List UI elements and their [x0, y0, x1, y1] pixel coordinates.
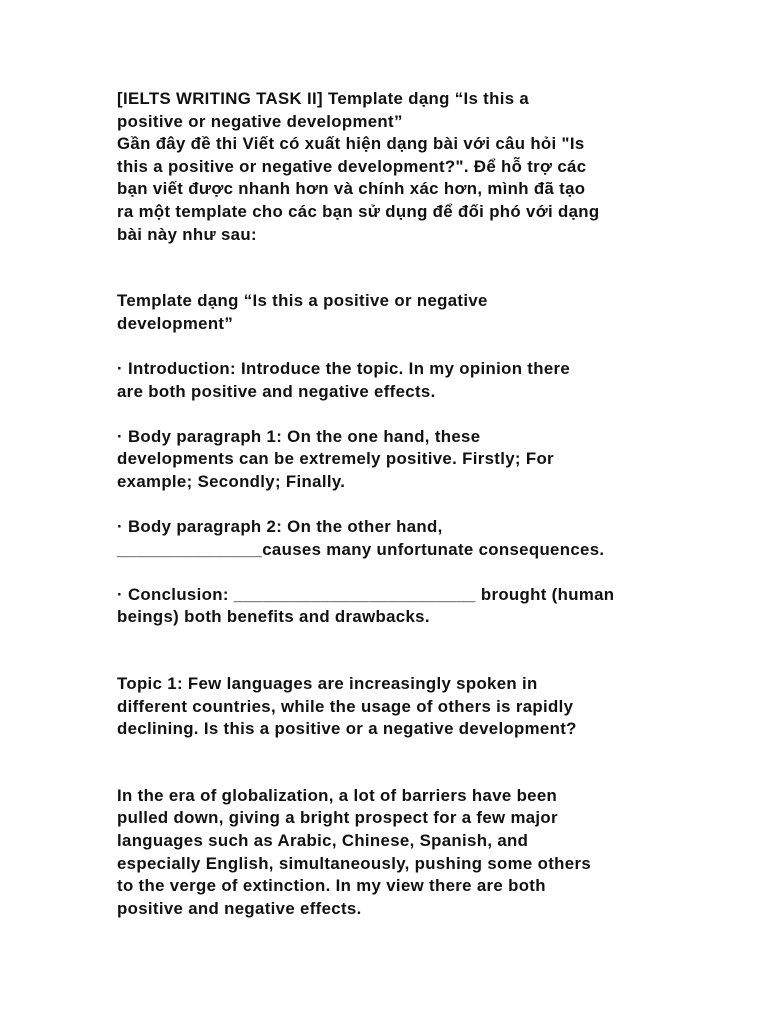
- topic-line: Topic 1: Few languages are increasingly spoken in: [117, 674, 538, 694]
- header-line: ra một template cho các bạn sử dụng để đối phó với dạng: [117, 201, 600, 221]
- header-line: [IELTS WRITING TASK II] Template dạng “Is this a: [117, 89, 530, 108]
- essay-line: especially English, simultaneously, pushing some others: [117, 853, 592, 873]
- essay-paragraph: [117, 785, 717, 921]
- introduction-line: are both positive and negative effects.: [117, 381, 436, 401]
- body1-line: · Body paragraph 1: On the one hand, these: [117, 426, 481, 446]
- intro-header: [117, 88, 717, 246]
- essay-line: to the verge of extinction. In my view there are both: [117, 876, 546, 896]
- header-line: bạn viết được nhanh hơn và chính xác hơn, mình đã tạo: [117, 179, 586, 199]
- essay-line: positive and negative effects.: [117, 898, 362, 918]
- conclusion-line: · Conclusion: _________________________ brought (human: [117, 584, 615, 604]
- conclusion-line: beings) both benefits and drawbacks.: [117, 607, 430, 627]
- body1-line: example; Secondly; Finally.: [117, 471, 346, 491]
- body-paragraph-1-item: [117, 426, 717, 494]
- essay-line: languages such as Arabic, Chinese, Spanish, and: [117, 831, 529, 851]
- body1-line: developments can be extremely positive. Firstly; For: [117, 449, 554, 469]
- template-title-line: Template dạng “Is this a positive or negative: [117, 291, 488, 311]
- essay-line: pulled down, giving a bright prospect for a few major: [117, 808, 558, 828]
- document-page: [117, 88, 717, 920]
- topic-line: different countries, while the usage of others is rapidly: [117, 696, 574, 716]
- body2-line: _______________causes many unfortunate consequences.: [117, 539, 605, 559]
- conclusion-item: [117, 584, 717, 629]
- template-title-line: development”: [117, 313, 234, 333]
- header-line: this a positive or negative development?". Để hỗ trợ các: [117, 156, 587, 176]
- header-line: Gần đây đề thi Viết có xuất hiện dạng bài với câu hỏi "Is: [117, 134, 585, 154]
- template-title: [117, 290, 717, 335]
- body-paragraph-2-item: [117, 516, 717, 561]
- header-line: positive or negative development”: [117, 111, 403, 131]
- essay-line: In the era of globalization, a lot of barriers have been: [117, 785, 558, 805]
- header-line: bài này như sau:: [117, 224, 257, 244]
- topic-line: declining. Is this a positive or a negative development?: [117, 719, 577, 739]
- body2-line: · Body paragraph 2: On the other hand,: [117, 517, 443, 537]
- introduction-line: · Introduction: Introduce the topic. In my opinion there: [117, 358, 571, 378]
- introduction-item: [117, 358, 717, 403]
- topic-paragraph: [117, 673, 717, 741]
